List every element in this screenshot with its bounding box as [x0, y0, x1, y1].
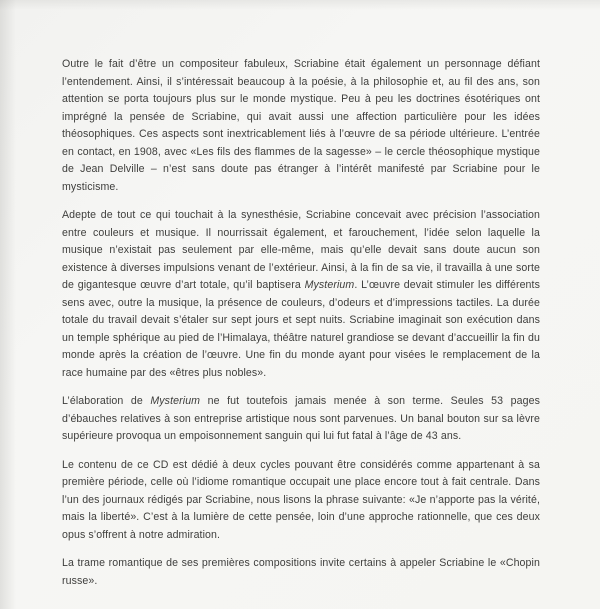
paragraph [62, 393, 540, 446]
text-run: Adepte de tout ce qui touchait à la synesthésie, Scriabine concevait avec précision l’association entre couleurs et musique. Il nourrissait également, et farouchement, l’idée selon laquelle la musique n’existait pas seulement par elle-même, mais qu’elle devait sans doute aucun son existence à diverses impulsions venant de l’extérieur. Ainsi, à la fin de sa vie, il travailla à une sorte de gigantesque œuvre d’art totale, qu’il baptisera [62, 209, 540, 291]
text-run: L’élaboration de [62, 395, 151, 407]
paragraph [62, 207, 540, 382]
text-run: Outre le fait d’être un compositeur fabuleux, Scriabine était également un personnage défiant l’entendement. Ainsi, il s’intéressait beaucoup à la poésie, à la philosophie et, au fil des ans, son attention se porta toujours plus sur le monde mystique. Peu à peu les doctrines ésotériques ont imprégné la pensée de Scriabine, qui avait aussi une affection particulière pour les idées théosophiques. Ces aspects sont inextricablement liés à l’œuvre de sa période ultérieure. L’entrée en contact, en 1908, avec «Les fils des flammes de la sagesse» – le cercle théosophique mystique de Jean Delville – n’est sans doute pas étranger à l’intérêt manifesté par Scriabine pour le mysticisme. [62, 58, 540, 193]
paragraph [62, 56, 540, 196]
work-title-italic: Mysterium [304, 279, 355, 291]
text-run: Le contenu de ce CD est dédié à deux cycles pouvant être considérés comme appartenant à sa première période, celle où l’idiome romantique occupait une place encore tout à fait centrale. Dans l’un des journaux rédigés par Scriabine, nous lisons la phrase suivante: «Je n’apporte pas la vérité, mais la liberté». C’est à la lumière de cette pensée, loin d’une approche rationnelle, que ces deux opus s’offrent à notre admiration. [62, 458, 540, 541]
paragraph [62, 457, 540, 545]
text-run: . L’œuvre devait stimuler les différents sens avec, outre la musique, la présence de couleurs, d’odeurs et d’impressions tactiles. La durée totale du travail devait s’étaler sur sept jours et sept nuits. Scriabine imaginait son exécution dans un temple sphérique au pied de l’Himalaya, théâtre naturel grandiose se devant d’accueillir la fin du monde après la création de l’œuvre. Une fin du monde ayant pour visées le remplacement de la race humaine par des «êtres plus nobles». [62, 279, 540, 379]
paragraph [62, 555, 540, 590]
text-run: La trame romantique de ses premières compositions invite certains à appeler Scriabine le «Chopin russe». [62, 557, 540, 587]
work-title-italic: Mysterium [150, 395, 201, 407]
booklet-text [62, 56, 540, 590]
text-run: ne fut toutefois jamais menée à son terme. Seules 53 pages d’ébauches relatives à son entreprise artistique nous sont parvenues. Un banal bouton sur sa lèvre supérieure provoqua un empoisonnement sanguin qui lui fut fatal à l’âge de 43 ans. [62, 395, 540, 442]
